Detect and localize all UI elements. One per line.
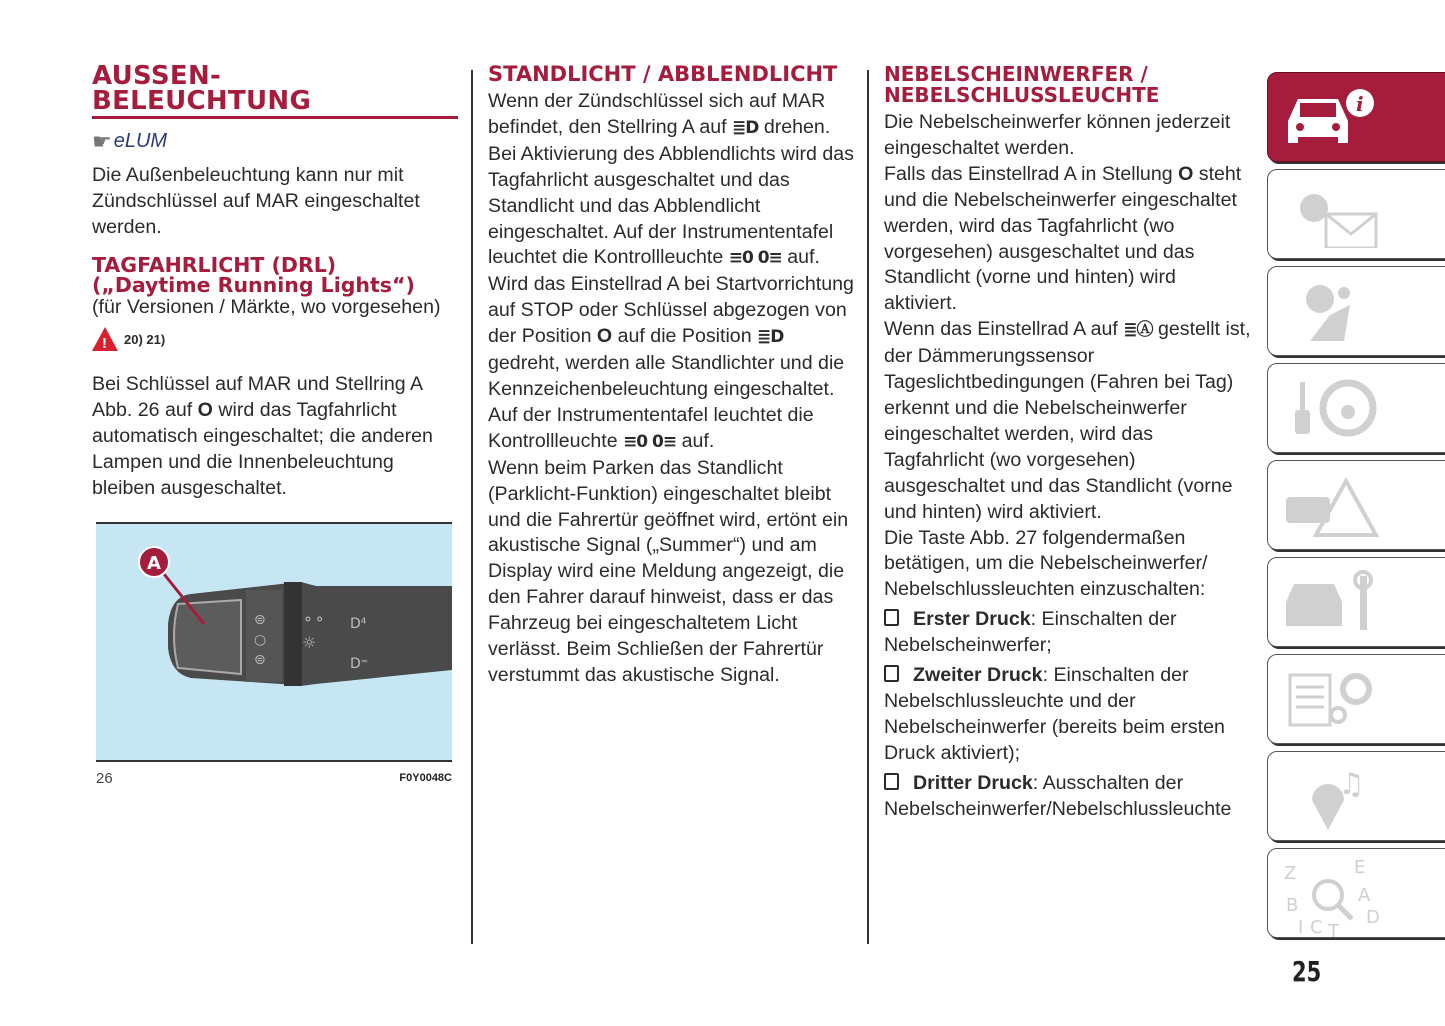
svg-text:A: A [1358, 885, 1371, 906]
key-steering-wheel-icon [1280, 372, 1380, 442]
low-beam-icon: ≣D [732, 117, 759, 138]
svg-text:☼: ☼ [302, 632, 317, 652]
svg-text:I: I [1298, 917, 1304, 937]
svg-text:E: E [1354, 857, 1366, 878]
tab-index[interactable] [1267, 848, 1445, 938]
svg-text:♫: ♫ [1338, 767, 1365, 802]
tab-starting-driving[interactable] [1267, 363, 1445, 453]
intro-text: Die Außenbeleuchtung kann nur mit Zündschlüssel auf MAR eingeschaltet werden. [92, 163, 420, 238]
car-wrench-icon [1280, 566, 1380, 636]
auto-light-icon: ≣Ⓐ [1123, 320, 1153, 341]
tab-car-info[interactable] [1267, 72, 1445, 162]
svg-text:D⁼: D⁼ [350, 655, 369, 672]
section-heading: STANDLICHT / ABBLENDLICHT [488, 62, 838, 86]
list-item: Zweiter Druck: Einschalten der Nebelschlussleuchte und der Nebelscheinwerfer (bereits beim ersten Druck aktiviert); [884, 664, 1225, 764]
figure-light-stalk [96, 522, 452, 762]
car-info-icon [1280, 81, 1380, 151]
index-search-icon [1280, 857, 1380, 937]
svg-text:⊜: ⊜ [254, 651, 266, 668]
list-item: Erster Druck: Einschalten der Nebelscheinwerfer; [884, 608, 1177, 657]
checkbox-bullet-icon [884, 609, 899, 626]
figure-code: F0Y0048C [399, 771, 452, 784]
warning-references[interactable] [92, 327, 458, 353]
pointing-hand-icon: ☛ [92, 129, 112, 154]
fog-text: Die Taste Abb. 27 folgendermaßen betätigen, um die Nebelscheinwerfer/ Nebelschlussleuchten einzuschalten: [884, 526, 1208, 601]
drl-heading: TAGFAHRLICHT (DRL) („Daytime Running Lights“) [92, 252, 415, 297]
column-fog-lights [884, 64, 1254, 822]
fog-text: Die Nebelscheinwerfer können jederzeit eingeschaltet werden. [884, 111, 1231, 159]
svg-text:C: C [1310, 917, 1323, 937]
tab-lights-messages[interactable] [1267, 169, 1445, 259]
sidelights-icon: ≡0 0≡ [623, 431, 677, 452]
warning-light-message-icon [1280, 178, 1380, 248]
list-item: Dritter Druck: Ausschalten der Nebelscheinwerfer/Nebelschlussleuchte [884, 771, 1232, 820]
light-stalk-illustration [96, 524, 452, 760]
svg-text:B: B [1286, 895, 1299, 916]
svg-text:⚬⚬: ⚬⚬ [302, 611, 326, 628]
low-beam-icon: ≣D [757, 327, 784, 348]
svg-text:○: ○ [254, 631, 267, 648]
tab-maintenance[interactable] [1267, 557, 1445, 647]
sidelights-text: Wenn der Zündschlüssel sich auf MAR befindet, den Stellring A auf ≣D drehen. Bei Aktivierung des Abblendlichts wird das Tagfahrlicht ausgeschaltet und das Standlicht und das Abblendlicht eingeschaltet. Auf der Instrumententafel leuchtet die Kontrollleuchte ≡0 0≡ auf. Wird das Einstellrad A bei Startvorrichtung auf STOP oder Schlüssel abgezogen von der Position O auf die Position ≣D gedreht, werden alle Standlichter und die Kennzeichenbeleuchtung eingeschaltet. Auf der Instrumententafel leuchtet die Kontrollleuchte ≡0 0≡ auf. [488, 90, 854, 452]
column-sidelights-lowbeam [488, 64, 856, 689]
elum-label: eLUM [113, 130, 168, 152]
drl-text: Bei Schlüssel auf MAR und Stellring A Abb. 26 auf O wird das Tagfahrlicht automatisch eingeschaltet; die anderen Lampen und die Innenbeleuchtung bleiben ausgeschaltet. [92, 373, 433, 500]
location-music-icon [1280, 760, 1380, 830]
elum-reference[interactable] [92, 129, 458, 155]
svg-text:D⁴: D⁴ [350, 615, 367, 632]
airbag-seatbelt-icon [1280, 275, 1380, 345]
section-heading: NEBELSCHEINWERFER / NEBELSCHLUSSLEUCHTE [884, 62, 1160, 107]
svg-text:Z: Z [1284, 863, 1297, 884]
drl-note: (für Versionen / Märkte, wo vorgesehen) [92, 295, 441, 318]
column-exterior-lights [92, 61, 458, 792]
section-title: AUSSEN- BELEUCHTUNG [92, 64, 458, 119]
document-gear-icon [1280, 663, 1380, 733]
tab-technical-data[interactable] [1267, 654, 1445, 744]
checkbox-bullet-icon [884, 773, 899, 790]
figure-callout-a: A [147, 552, 161, 574]
figure-number: 26 [96, 769, 113, 787]
svg-text:T: T [1328, 921, 1339, 937]
column-divider [867, 70, 869, 944]
figure-caption [96, 766, 452, 792]
column-divider [471, 70, 473, 944]
sidelights-icon: ≡0 0≡ [728, 248, 782, 269]
tab-emergency[interactable] [1267, 460, 1445, 550]
warning-refs-text: 20) 21) [124, 331, 166, 347]
fog-text: Falls das Einstellrad A in Stellung O steht und die Nebelscheinwerfer eingeschaltet werden, wird das Tagfahrlicht (wo vorgesehen) ausgeschaltet und das Standlicht (vorne und hinten) wird aktiviert. [884, 162, 1242, 315]
svg-text:i: i [1356, 92, 1364, 116]
car-warning-triangle-icon [1280, 469, 1380, 539]
tab-safety[interactable] [1267, 266, 1445, 356]
page-number: 25 [1292, 955, 1322, 988]
parking-text: Wenn beim Parken das Standlicht (Parklicht-Funktion) eingeschaltet bleibt und die Fahrertür geöffnet wird, ertönt ein akustische Signal („Summer“) und am Display wird eine Meldung angezeigt, die den Fahrer darauf hinweist, dass er das Fahrzeug bei eingeschaltetem Licht verlässt. Beim Schließen der Fahrertür verstummt das akustische Signal. [488, 456, 849, 686]
svg-text:⊜: ⊜ [254, 611, 266, 628]
checkbox-bullet-icon [884, 665, 899, 682]
fog-text: Wenn das Einstellrad A auf ≣Ⓐ gestellt ist, der Dämmerungssensor Tageslichtbedingungen (Fahren bei Tag) erkennt und die Nebelscheinwerfer eingeschaltet werden, wird das Tagfahrlicht (wo vorgesehen) ausgeschaltet und das Standlicht (vorne und hinten) wird aktiviert. [884, 318, 1251, 523]
warning-triangle-icon: ! [92, 327, 118, 351]
svg-text:D: D [1366, 907, 1380, 928]
tab-multimedia[interactable] [1267, 751, 1445, 841]
